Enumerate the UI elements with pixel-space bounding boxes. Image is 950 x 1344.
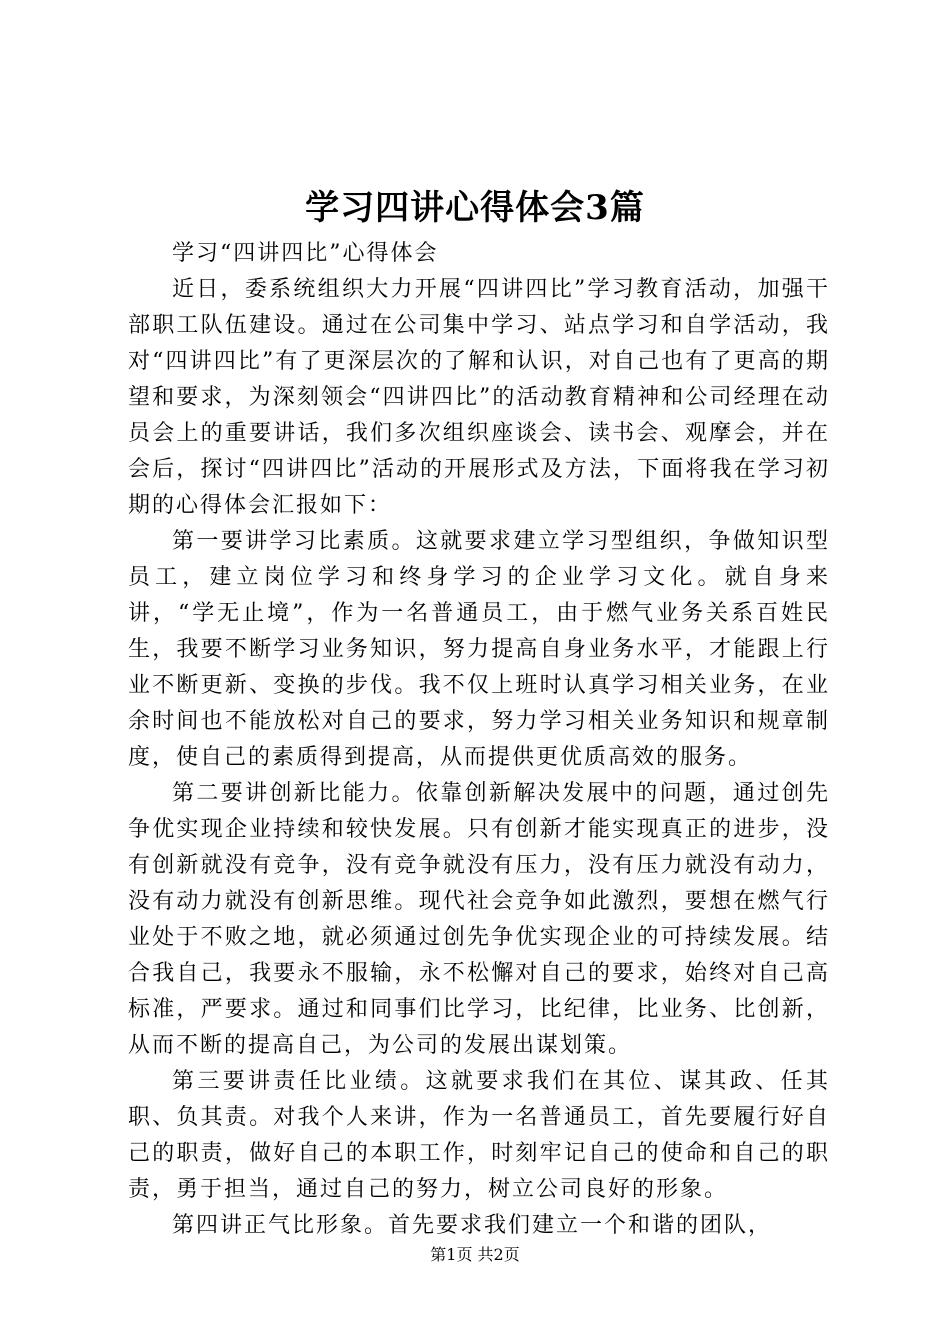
paragraph-point-4: 第四讲正气比形象。首先要求我们建立一个和谐的团队，: [172, 1213, 773, 1238]
paragraph-point-1: 第一要讲学习比素质。这就要求建立学习型组织，争做知识型员工，建立岗位学习和终身学习的企业学习文化。就自身来讲，“学无止境”，作为一名普通员工，由于燃气业务关系百姓民生，我要不断学习业务知识，努力提高自身业务水平，才能跟上行业不断更新、变换的步伐。我不仅上班时认真学习相关业务，在业余时间也不能放松对自己的要求，努力学习相关业务知识和规章制度，使自己的素质得到提高，从而提供更优质高效的服务。: [128, 529, 830, 770]
paragraph-point-2: 第二要讲创新比能力。依靠创新解决发展中的问题，通过创先争优实现企业持续和较快发展。只有创新才能实现真正的进步，没有创新就没有竞争，没有竞争就没有压力，没有压力就没有动力，没有动力就没有创新思维。现代社会竞争如此激烈，要想在燃气行业处于不败之地，就必须通过创先争优实现企业的可持续发展。结合我自己，我要永不服输，永不松懈对自己的要求，始终对自己高标准，严要求。通过和同事们比学习，比纪律，比业务、比创新，从而不断的提高自己，为公司的发展出谋划策。: [128, 781, 830, 1058]
paragraph-intro: 近日，委系统组织大力开展“四讲四比”学习教育活动，加强干部职工队伍建设。通过在公司集中学习、站点学习和自学活动，我对“四讲四比”有了更深层次的了解和认识，对自己也有了更高的期望和要求，为深刻领会“四讲四比”的活动教育精神和公司经理在动员会上的重要讲话，我们多次组织座谈会、读书会、观摩会，并在会后，探讨“四讲四比”活动的开展形式及方法，下面将我在学习初期的心得体会汇报如下：: [128, 277, 830, 518]
page-indicator: 第1页 共2页: [430, 1245, 520, 1264]
document-title: 学习四讲心得体会3篇: [305, 188, 645, 228]
document-body: [128, 236, 830, 1244]
page-footer: [0, 1244, 950, 1266]
section-heading: 学习“四讲四比”心得体会: [172, 241, 439, 266]
paragraph-point-3: 第三要讲责任比业绩。这就要求我们在其位、谋其政、任其职、负其责。对我个人来讲，作为一名普通员工，首先要履行好自己的职责，做好自己的本职工作，时刻牢记自己的使命和自己的职责，勇于担当，通过自己的努力，树立公司良好的形象。: [128, 1069, 830, 1202]
